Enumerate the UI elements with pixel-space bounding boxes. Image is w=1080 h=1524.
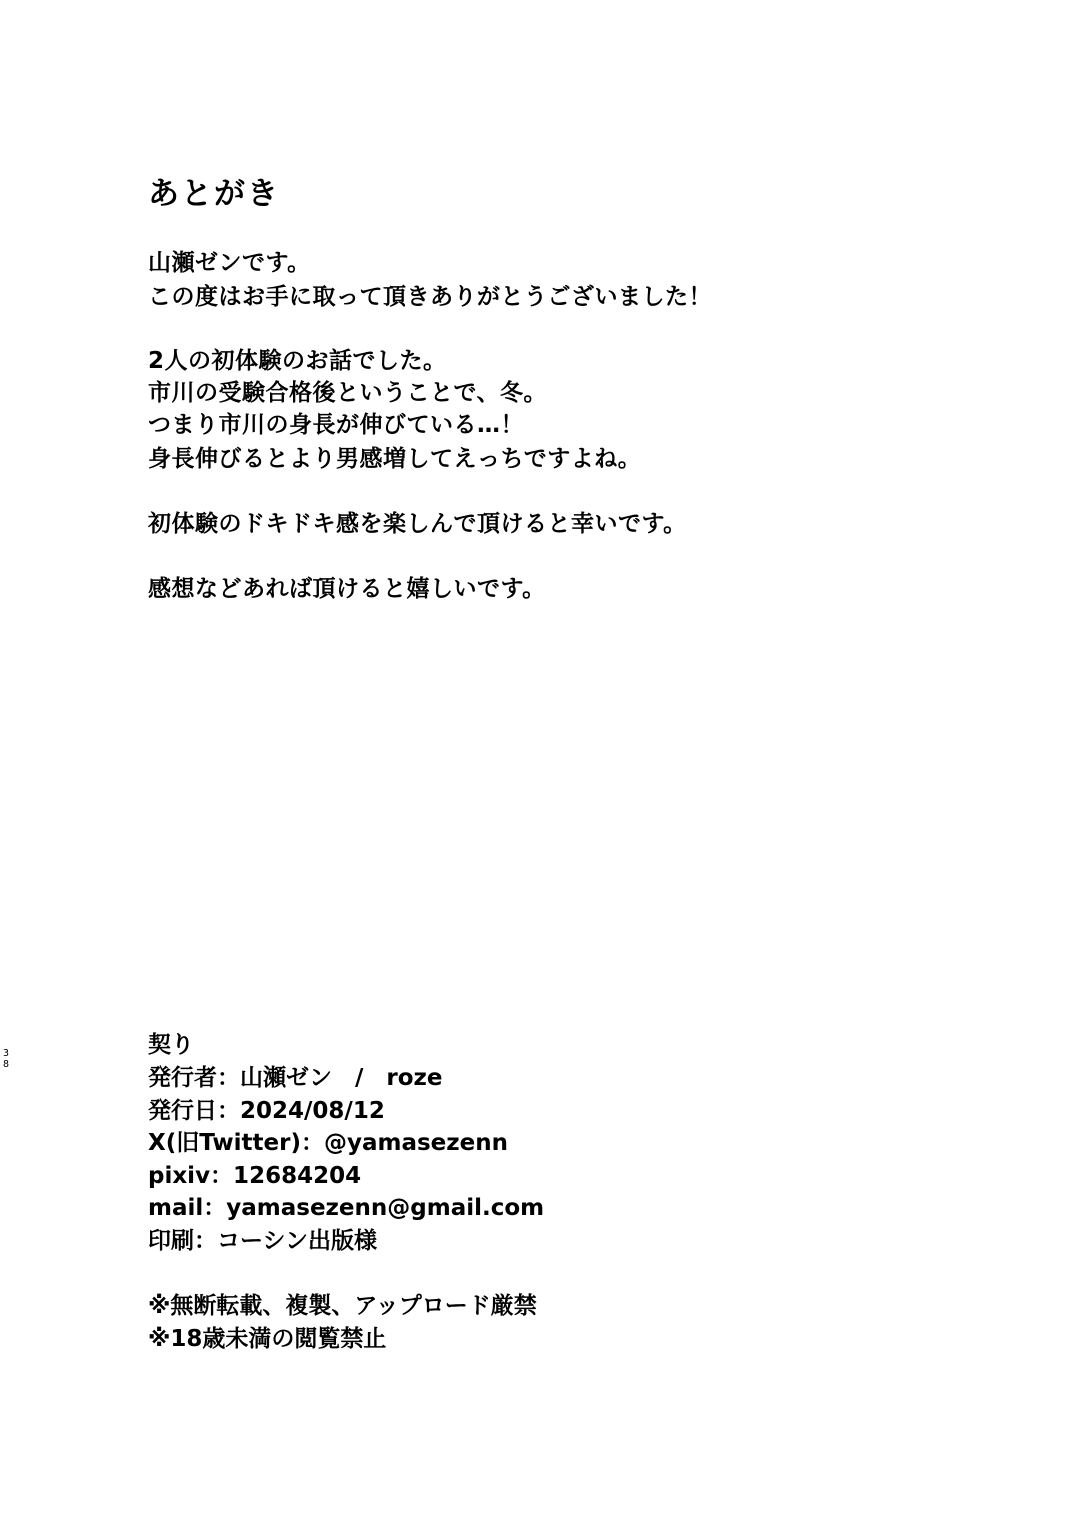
page-number-digit: 8 [2,1059,10,1070]
colophon-twitter: X(旧Twitter)：@yamasezenn [148,1130,509,1156]
afterword-title: あとがき [148,176,280,212]
colophon-date: 発行日：2024/08/12 [148,1098,385,1124]
afterword-line-greeting: 山瀬ゼンです。 [148,250,311,276]
colophon-pixiv: pixiv：12684204 [148,1163,362,1189]
colophon-mail: mail：yamasezenn@gmail.com [148,1195,545,1221]
afterword-line-thanks: この度はお手に取って頂きありがとうございました！ [148,284,712,310]
afterword-line-enjoy: 初体験のドキドキ感を楽しんで頂けると幸いです。 [148,511,687,537]
page-number [1,1048,11,1070]
afterword-line-comment: 身長伸びるとより男感増してえっちですよね。 [148,446,642,472]
colophon-publisher: 発行者：山瀬ゼン / roze [148,1065,443,1091]
afterword-line-season: 市川の受験合格後ということで、冬。 [148,380,548,406]
colophon-book-title: 契り [148,1032,194,1058]
afterword-line-story: 2人の初体験のお話でした。 [148,348,447,374]
afterword-line-feedback: 感想などあれば頂けると嬉しいです。 [148,576,546,602]
notice-no-repost: ※無断転載、複製、アップロード厳禁 [148,1293,537,1319]
colophon-printer: 印刷：コーシン出版様 [148,1228,377,1254]
page-number-digit: 3 [2,1048,10,1059]
afterword-line-height: つまり市川の身長が伸びている…！ [148,412,524,438]
notice-age-restriction: ※18歳未満の閲覧禁止 [148,1326,387,1352]
